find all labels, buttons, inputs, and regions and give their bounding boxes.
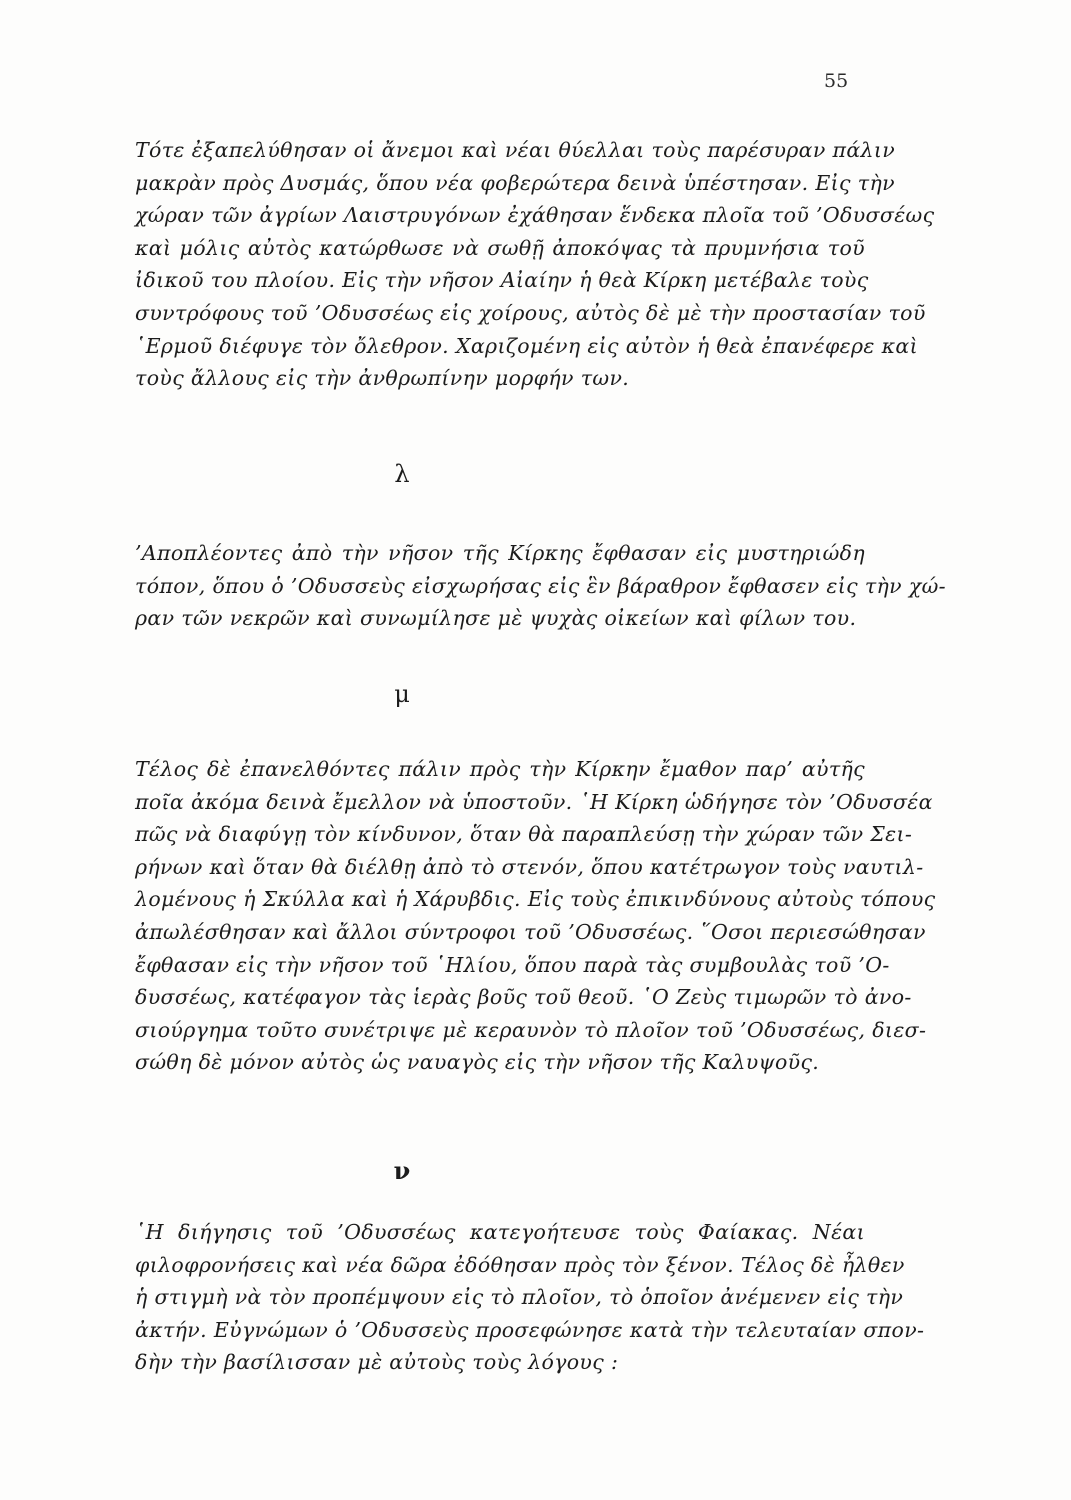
text-line: σώθη δὲ μόνον αὐτὸς ὡς ναυαγὸς εἰς τὴν νῆσον τῆς Καλυψοῦς. xyxy=(135,1050,820,1075)
text-line: ’Αποπλέοντες ἀπὸ τὴν νῆσον τῆς Κίρκης ἔφθασαν εἰς μυστηριώδη xyxy=(135,541,865,565)
text-line: μακρὰν πρὸς Δυσμάς, ὅπου νέα φοβερώτερα δεινὰ ὑπέστησαν. Εἰς τὴν xyxy=(135,170,895,195)
text-line: χώραν τῶν ἀγρίων Λαιστρυγόνων ἐχάθησαν ἕνδεκα πλοῖα τοῦ ’Οδυσσέως xyxy=(135,203,935,228)
text-line: δυσσέως, κατέφαγον τὰς ἱερὰς βοῦς τοῦ θεοῦ. ῾Ο Ζεὺς τιμωρῶν τὸ ἀνο- xyxy=(135,985,912,1010)
text-line: ραν τῶν νεκρῶν καὶ συνωμίλησε μὲ ψυχὰς οἰκείων καὶ φίλων του. xyxy=(135,606,857,631)
text-line: ῾Ερμοῦ διέφυγε τὸν ὄλεθρον. Χαριζομένη εἰς αὐτὸν ἡ θεὰ ἐπανέφερε καὶ xyxy=(135,333,919,358)
text-line: ἡ στιγμὴ νὰ τὸν προπέμψουν εἰς τὸ πλοῖον, τὸ ὁποῖον ἀνέμενεν εἰς τὴν xyxy=(135,1285,904,1310)
text-line: Τέλος δὲ ἐπανελθόντες πάλιν πρὸς τὴν Κίρκην ἔμαθον παρ’ αὐτῆς xyxy=(135,757,865,781)
paragraph-lambda xyxy=(135,537,946,635)
text-line: Τότε ἐξαπελύθησαν οἱ ἄνεμοι καὶ νέαι θύελλαι τοὺς παρέσυραν πάλιν xyxy=(135,138,896,162)
page-number: 55 xyxy=(824,70,849,92)
text-line: δὴν τὴν βασίλισσαν μὲ αὐτοὺς τοὺς λόγους : xyxy=(135,1350,619,1375)
text-line: συντρόφους τοῦ ’Οδυσσέως εἰς χοίρους, αὐτὸς δὲ μὲ τὴν προστασίαν τοῦ xyxy=(135,300,926,325)
paragraph-nu xyxy=(135,1216,925,1379)
text-line: ῾Η διήγησις τοῦ ’Οδυσσέως κατεγοήτευσε τοὺς Φαίακας. Νέαι xyxy=(135,1220,865,1244)
text-line: πῶς νὰ διαφύγῃ τὸν κίνδυνον, ὅταν θὰ παραπλεύσῃ τὴν χώραν τῶν Σει- xyxy=(135,822,913,847)
text-line: ἀπωλέσθησαν καὶ ἄλλοι σύντροφοι τοῦ ’Οδυσσέως. ῞Οσοι περιεσώθησαν xyxy=(135,919,926,944)
text-line: τοὺς ἄλλους εἰς τὴν ἀνθρωπίνην μορφήν των. xyxy=(135,366,630,391)
text-line: σιούργημα τοῦτο συνέτριψε μὲ κεραυνὸν τὸ πλοῖον τοῦ ’Οδυσσέως, διεσ- xyxy=(135,1017,927,1042)
text-line: ἔφθασαν εἰς τὴν νῆσον τοῦ ῾Ηλίου, ὅπου παρὰ τὰς συμβουλὰς τοῦ ’Ο- xyxy=(135,952,890,977)
paragraph-mu xyxy=(135,753,936,1079)
text-line: καὶ μόλις αὐτὸς κατώρθωσε νὰ σωθῇ ἀποκόψας τὰ πρυμνήσια τοῦ xyxy=(135,235,865,260)
text-line: τόπον, ὅπου ὁ ’Οδυσσεὺς εἰσχωρήσας εἰς ἓν βάραθρον ἔφθασεν εἰς τὴν χώ- xyxy=(135,573,946,598)
text-line: λομένους ἡ Σκύλλα καὶ ἡ Χάρυβδις. Εἰς τοὺς ἐπικινδύνους αὐτοὺς τόπους xyxy=(135,887,936,912)
section-heading-nu: ν xyxy=(393,1156,411,1185)
section-heading-mu: μ xyxy=(394,680,410,708)
text-line: ρήνων καὶ ὅταν θὰ διέλθῃ ἀπὸ τὸ στενόν, ὅπου κατέτρωγον τοὺς ναυτιλ- xyxy=(135,854,924,879)
text-line: φιλοφρονήσεις καὶ νέα δῶρα ἐδόθησαν πρὸς τὸν ξένον. Τέλος δὲ ἦλθεν xyxy=(135,1252,905,1277)
text-line: ἀκτήν. Εὐγνώμων ὁ ’Οδυσσεὺς προσεφώνησε κατὰ τὴν τελευταίαν σπον- xyxy=(135,1317,925,1342)
text-line: ἰδικοῦ του πλοίου. Εἰς τὴν νῆσον Αἰαίην ἡ θεὰ Κίρκη μετέβαλε τοὺς xyxy=(135,268,869,293)
text-line: ποῖα ἀκόμα δεινὰ ἔμελλον νὰ ὑποστοῦν. ῾Η Κίρκη ὡδήγησε τὸν ’Οδυσσέα xyxy=(135,789,933,814)
section-heading-lambda: λ xyxy=(394,460,410,488)
paragraph-opening xyxy=(135,134,935,395)
